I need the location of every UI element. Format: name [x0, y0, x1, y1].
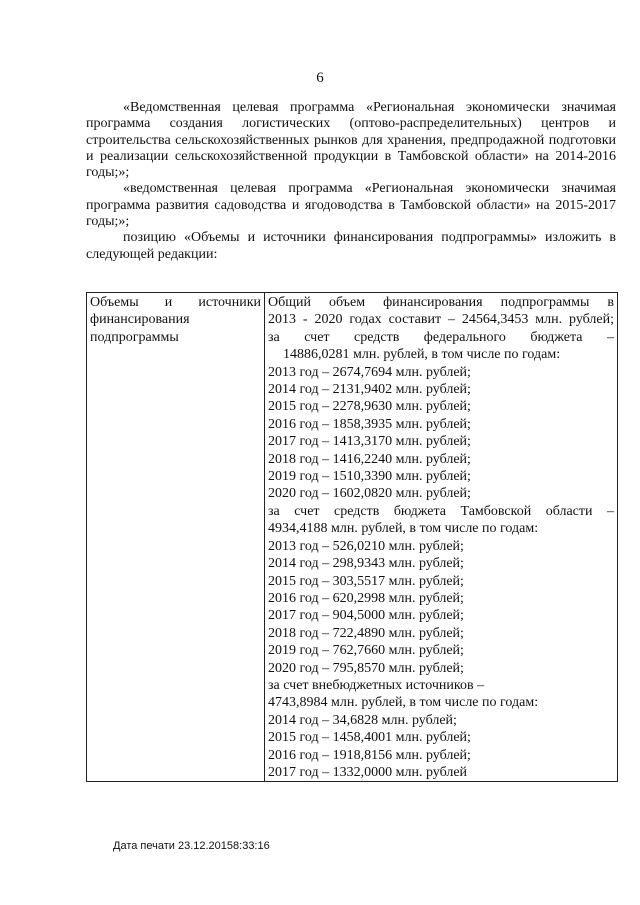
funding-detail-line: за счет внебюджетных источников –: [268, 677, 485, 693]
funding-detail-line: 2016 год – 1918,8156 млн. рублей;: [268, 747, 471, 763]
funding-detail-line: 2014 год – 298,9343 млн. рублей;: [268, 556, 464, 572]
funding-table: [86, 292, 618, 782]
funding-detail-line: 2020 год – 795,8570 млн. рублей;: [268, 660, 464, 676]
funding-detail-line: 2013 - 2020 годах составит – 24564,3453 млн. рублей;: [268, 312, 614, 328]
funding-detail-line: 2015 год – 1458,4001 млн. рублей;: [268, 730, 471, 746]
funding-detail-line: 14886,0281 млн. рублей, в том числе по годам:: [283, 347, 561, 363]
funding-detail-line: 4934,4188 млн. рублей, в том числе по годам:: [268, 521, 539, 537]
funding-detail-line: 2017 год – 904,5000 млн. рублей;: [268, 608, 464, 624]
funding-table-row: [87, 293, 618, 782]
funding-detail-line: 2017 год – 1413,3170 млн. рублей;: [268, 434, 471, 450]
funding-detail-line: 2016 год – 1858,3935 млн. рублей;: [268, 416, 471, 432]
funding-detail-line: 2018 год – 1416,2240 млн. рублей;: [268, 451, 471, 467]
funding-detail-line: 2016 год – 620,2998 млн. рублей;: [268, 590, 464, 606]
funding-detail-line: 2015 год – 303,5517 млн. рублей;: [268, 573, 464, 589]
funding-detail-line: 2014 год – 34,6828 млн. рублей;: [268, 712, 457, 728]
funding-detail-line: 4743,8984 млн. рублей, в том числе по годам:: [268, 695, 539, 711]
funding-detail-line: 2013 год – 526,0210 млн. рублей;: [268, 538, 464, 554]
funding-detail-line: за счет средств федерального бюджета –: [268, 329, 614, 345]
funding-detail-line: 2017 год – 1332,0000 млн. рублей: [268, 764, 468, 780]
funding-details-cell: [265, 293, 618, 782]
paragraph-position-statement: позицию «Объемы и источники финансирования подпрограммы» изложить в следующей редакции:: [86, 230, 616, 262]
funding-detail-line: за счет средств бюджета Тамбовской области –: [268, 503, 614, 519]
paragraph-program-logistics: «Ведомственная целевая программа «Региональная экономически значимая программа создания логистических (оптово-распределительных) центров и строительства сельскохозяйственных рынков для хранения, предпродажной подготовки и реализации сельскохозяйственной продукции в Тамбовской области» на 2014-2016 годы;»;: [86, 100, 616, 181]
paragraph-program-gardening: «ведомственная целевая программа «Региональная экономически значимая программа развития садоводства и ягодоводства в Тамбовской области» на 2015-2017 годы;»;: [86, 181, 616, 230]
funding-detail-line: Общий объем финансирования подпрограммы в: [268, 295, 614, 310]
print-date-footer: Дата печати 23.12.20158:33:16: [113, 840, 270, 852]
funding-detail-line: 2015 год – 2278,9630 млн. рублей;: [268, 399, 471, 415]
page-number: 6: [316, 70, 324, 86]
funding-label-line: Объемы и источники: [90, 295, 261, 310]
body-text: [86, 100, 616, 263]
funding-detail-line: 2018 год – 722,4890 млн. рублей;: [268, 625, 464, 641]
funding-detail-line: 2013 год – 2674,7694 млн. рублей;: [268, 364, 471, 380]
funding-detail-line: 2014 год – 2131,9402 млн. рублей;: [268, 382, 471, 398]
funding-detail-line: 2019 год – 762,7660 млн. рублей;: [268, 643, 464, 659]
funding-detail-line: 2020 год – 1602,0820 млн. рублей;: [268, 486, 471, 502]
funding-label-cell: [87, 293, 265, 782]
funding-label-line: подпрограммы: [90, 329, 179, 345]
funding-label-line: финансирования: [90, 312, 190, 328]
funding-detail-line: 2019 год – 1510,3390 млн. рублей;: [268, 469, 471, 485]
